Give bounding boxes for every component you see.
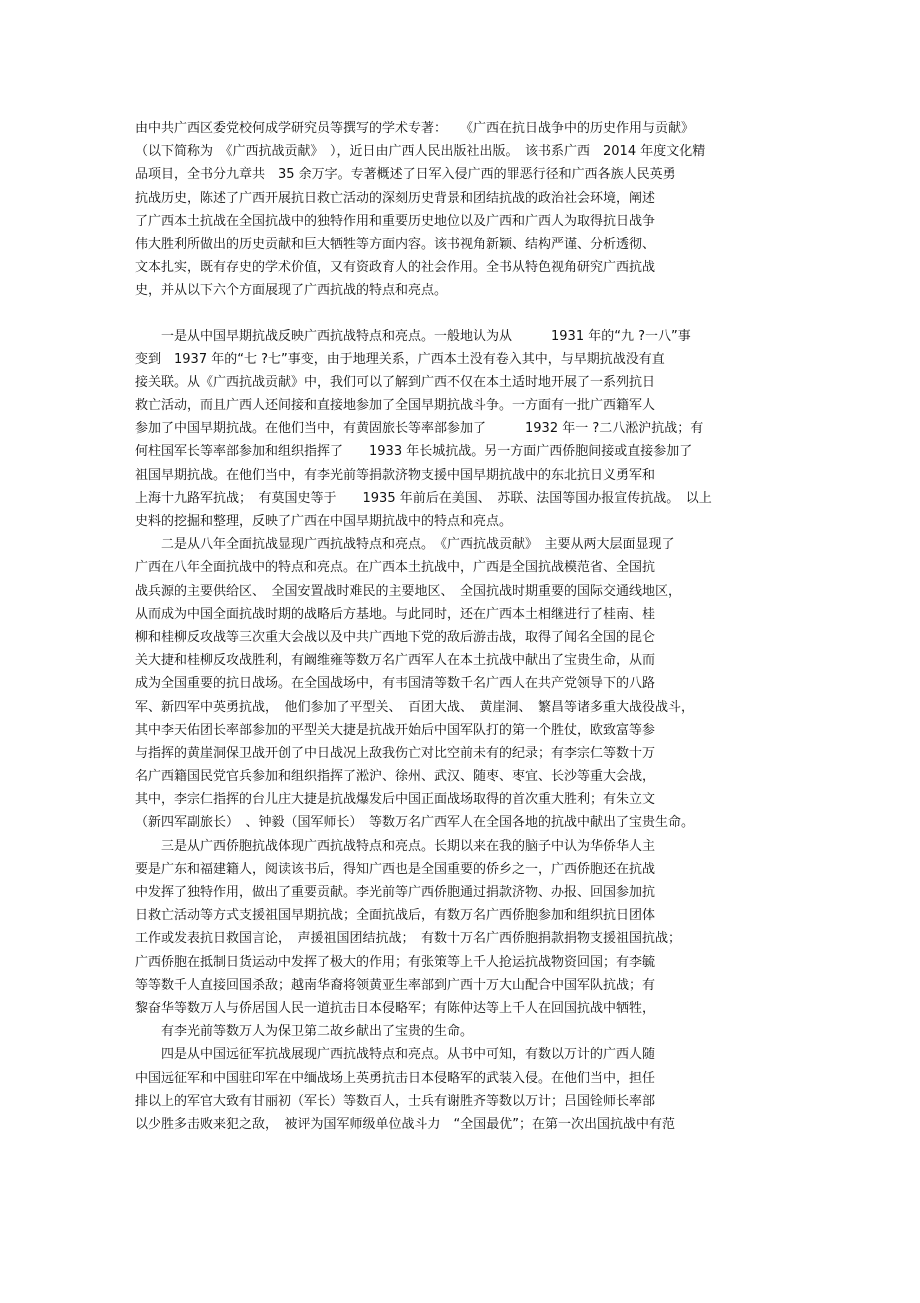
paragraph-3-line-9: 其中李天佑团长率部参加的平型关大捷是抗战开始后中国军队打的第一个胜仗，欧致富等参 — [135, 722, 656, 738]
paragraph-3-line-7: 成为全国重要的抗日战场。在全国战场中，有韦国清等数千名广西人在共产党领导下的八路 — [135, 676, 656, 692]
paragraph-4-line-4: 日救亡活动等方式支援祖国早期抗战；全面抗战后，有数万名广西侨胞参加和组织抗日团体 — [135, 908, 656, 924]
paragraph-3-line-2: 广西在八年全面抗战中的特点和亮点。在广西本土抗战中，广西是全国抗战模范省、全国抗 — [135, 560, 656, 576]
paragraph-1-line-6: 伟大胜利所做出的历史贡献和巨大牺牲等方面内容。该书视角新颖、结构严谨、分析透彻、 — [135, 236, 656, 252]
paragraph-5-line-3: 排以上的军官大致有甘丽初（军长）等数百人，士兵有谢胜齐等数以万计；吕国铨师长率部 — [135, 1093, 656, 1109]
paragraph-3-line-8: 军、新四军中英勇抗战， 他们参加了平型关、 百团大战、 黄崖洞、 繁昌等诸多重大战役战斗， — [135, 699, 695, 715]
paragraph-1-line-5: 了广西本土抗战在全国抗战中的独特作用和重要历史地位以及广西和广西人为取得抗日战争 — [135, 213, 656, 229]
article-body — [135, 117, 790, 1136]
paragraph-2-line-5: 参加了中国早期抗战。在他们当中，有黄固旅长等率部参加了 1932 年一 ?二八淞沪抗战；有 — [135, 421, 704, 437]
paragraph-3-line-12: 其中，李宗仁指挥的台儿庄大捷是抗战爆发后中国正面战场取得的首次重大胜利；有朱立文 — [135, 792, 656, 808]
paragraph-2-line-4: 救亡活动，而且广西人还间接和直接地参加了全国早期抗战斗争。一方面有一批广西籍军人 — [135, 398, 656, 414]
paragraph-3-line-3: 战兵源的主要供给区、 全国安置战时难民的主要地区、 全国抗战时期重要的国际交通线地区， — [135, 583, 682, 599]
paragraph-1-line-8: 史，并从以下六个方面展现了广西抗战的特点和亮点。 — [135, 283, 448, 299]
paragraph-2-line-7: 祖国早期抗战。在他们当中，有李光前等捐款济物支援中国早期抗战中的东北抗日义勇军和 — [135, 467, 656, 483]
paragraph-2-line-6: 何柱国军长等率部参加和组织指挥了 1933 年长城抗战。另一方面广西侨胞间接或直接参加了 — [135, 444, 693, 460]
paragraph-3-line-13: （新四军副旅长） 、钟毅（国军师长） 等数万名广西军人在全国各地的抗战中献出了宝贵生命。 — [135, 815, 695, 831]
paragraph-2-line-1: 一是从中国早期抗战反映广西抗战特点和亮点。一般地认为从 1931 年的“九 ?一八”事 — [161, 328, 691, 344]
paragraph-3-line-5: 柳和桂柳反攻战等三次重大会战以及中共广西地下党的敌后游击战，取得了闻名全国的昆仑 — [135, 629, 656, 645]
paragraph-4-line-2: 要是广东和福建籍人，阅读该书后，得知广西也是全国重要的侨乡之一，广西侨胞还在抗战 — [135, 861, 656, 877]
paragraph-2-line-3: 接关联。从《广西抗战贡献》中，我们可以了解到广西不仅在本土适时地开展了一系列抗日 — [135, 374, 656, 390]
paragraph-3-line-11: 名广西籍国民党官兵参加和组织指挥了淞沪、徐州、武汉、随枣、枣宜、长沙等重大会战， — [135, 769, 656, 785]
paragraph-2-line-8: 上海十九路军抗战； 有莫国史等于 1935 年前后在美国、 苏联、法国等国办报宣传抗战。 以上 — [135, 490, 712, 506]
paragraph-1-line-1: 由中共广西区委党校何成学研究员等撰写的学术专著： 《广西在抗日战争中的历史作用与贡献》 — [135, 121, 695, 136]
paragraph-3-line-4: 从而成为中国全面抗战时期的战略后方基地。与此同时，还在广西本土相继进行了桂南、桂 — [135, 606, 656, 622]
paragraph-2-line-2: 变到 1937 年的“七 ?七”事变，由于地理关系，广西本土没有卷入其中，与早期抗战没有直 — [135, 351, 665, 367]
paragraph-3-line-10: 与指挥的黄崖洞保卫战开创了中日战况上敌我伤亡对比空前未有的纪录；有李宗仁等数十万 — [135, 745, 656, 761]
paragraph-4-line-6: 广西侨胞在抵制日货运动中发挥了极大的作用；有张策等上千人抢运抗战物资回国；有李毓 — [135, 954, 656, 970]
paragraph-4-line-9: 有李光前等数万人为保卫第二故乡献出了宝贵的生命。 — [161, 1024, 474, 1040]
paragraph-1-line-3: 品项目，全书分九章共 35 余万字。专著概述了日军入侵广西的罪恶行径和广西各族人民英勇 — [135, 167, 676, 183]
paragraph-4-line-8: 黎奋华等数万人与侨居国人民一道抗击日本侵略军；有陈仲达等上千人在回国抗战中牺牲， — [135, 1000, 656, 1016]
paragraph-4-line-1: 三是从广西侨胞抗战体现广西抗战特点和亮点。长期以来在我的脑子中认为华侨华人主 — [161, 838, 656, 854]
paragraph-5-line-1: 四是从中国远征军抗战展现广西抗战特点和亮点。从书中可知，有数以万计的广西人随 — [161, 1047, 656, 1063]
paragraph-3-line-1: 二是从八年全面抗战显现广西抗战特点和亮点。 《广西抗战贡献》 主要从两大层面显现了 — [161, 537, 675, 553]
paragraph-4-line-5: 工作或发表抗日救国言论， 声援祖国团结抗战； 有数十万名广西侨胞捐款捐物支援祖国抗战； — [135, 931, 682, 947]
paragraph-1-line-4: 抗战历史，陈述了广西开展抗日救亡活动的深刻历史背景和团结抗战的政治社会环境，阐述 — [135, 190, 656, 206]
paragraph-3-line-6: 关大捷和桂柳反攻战胜利，有阚维雍等数万名广西军人在本土抗战中献出了宝贵生命，从而 — [135, 653, 656, 669]
paragraph-1-line-2: （以下简称为 《广西抗战贡献》 ），近日由广西人民出版社出版。 该书系广西 2014 年度文化精 — [135, 144, 706, 160]
paragraph-4-line-7: 等等数千人直接回国杀敌；越南华裔将领黄亚生率部到广西十万大山配合中国军队抗战；有 — [135, 977, 656, 993]
paragraph-4-line-3: 中发挥了独特作用，做出了重要贡献。李光前等广西侨胞通过捐款济物、办报、回国参加抗 — [135, 885, 656, 900]
paragraph-5-line-4: 以少胜多击败来犯之敌， 被评为国军师级单位战斗力 “全国最优”；在第一次出国抗战中有范 — [135, 1116, 675, 1132]
paragraph-5-line-2: 中国远征军和中国驻印军在中缅战场上英勇抗击日本侵略军的武装入侵。在他们当中，担任 — [135, 1070, 656, 1086]
paragraph-1-line-7: 文本扎实，既有存史的学术价值，又有资政育人的社会作用。全书从特色视角研究广西抗战 — [135, 260, 656, 276]
paragraph-2-line-9: 史料的挖掘和整理，反映了广西在中国早期抗战中的特点和亮点。 — [135, 514, 513, 529]
